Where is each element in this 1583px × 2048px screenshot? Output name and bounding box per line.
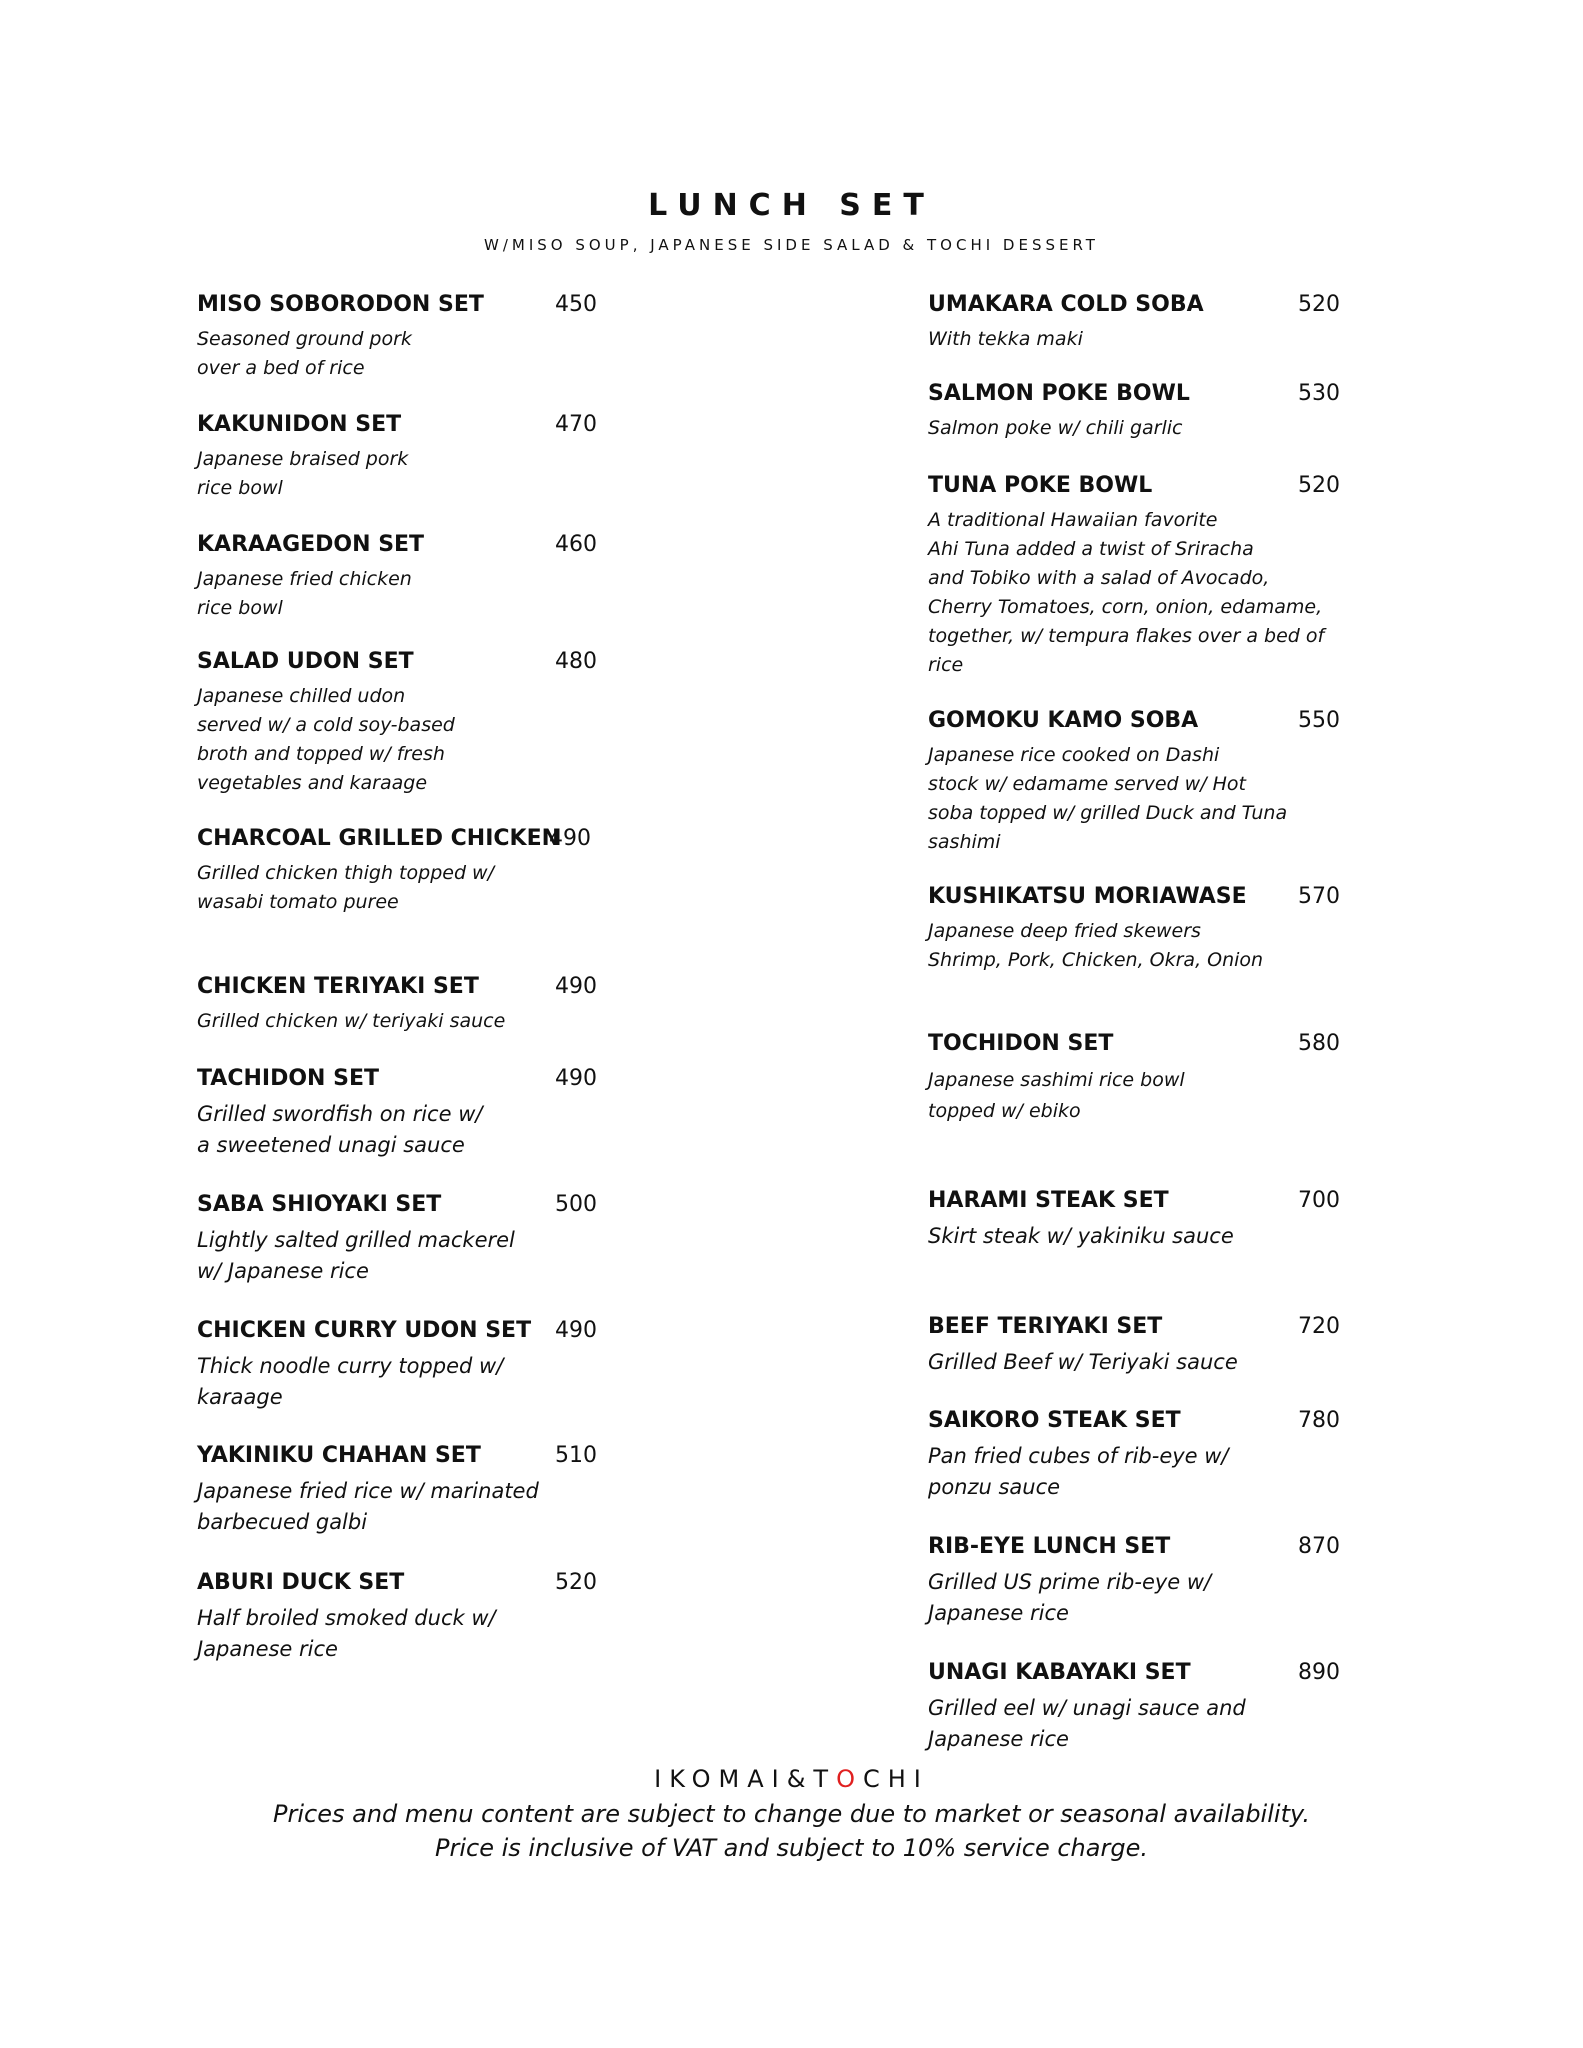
item-price: 520: [1298, 292, 1340, 317]
item-name: SALAD UDON SET: [197, 649, 414, 674]
item-price: 530: [1298, 381, 1340, 406]
item-price: 520: [555, 1570, 597, 1595]
item-price: 700: [1298, 1188, 1340, 1213]
brand-part: IKOMAI&T: [654, 1765, 837, 1793]
description-line: Japanese rice: [928, 1727, 1069, 1751]
item-name: KAKUNIDON SET: [197, 412, 402, 437]
menu-subtitle: W/MISO SOUP, JAPANESE SIDE SALAD & TOCHI DESSERT: [484, 236, 1099, 254]
item-description: [197, 1476, 539, 1538]
item-description: [197, 1351, 503, 1413]
item-name: TOCHIDON SET: [928, 1031, 1114, 1056]
item-name: UMAKARA COLD SOBA: [928, 292, 1204, 317]
item-name: KUSHIKATSU MORIAWASE: [928, 884, 1247, 909]
description-line: Grilled Beef w/ Teriyaki sauce: [928, 1350, 1238, 1374]
item-price: 890: [1298, 1660, 1340, 1685]
description-line: soba topped w/ grilled Duck and Tuna: [928, 802, 1288, 824]
item-description: [928, 1441, 1229, 1503]
description-line: Pan fried cubes of rib-eye w/: [928, 1444, 1229, 1468]
description-line: vegetables and karaage: [197, 772, 428, 794]
item-price: 490: [549, 826, 591, 851]
description-line: Ahi Tuna added a twist of Sriracha: [928, 538, 1254, 560]
description-line: ponzu sauce: [928, 1475, 1061, 1499]
item-name: CHICKEN TERIYAKI SET: [197, 974, 479, 999]
item-price: 510: [555, 1443, 597, 1468]
description-line: Japanese fried chicken: [197, 568, 412, 590]
item-price: 520: [1298, 473, 1340, 498]
description-line: Grilled US prime rib-eye w/: [928, 1570, 1212, 1594]
description-line: Grilled swordfish on rice w/: [197, 1102, 483, 1126]
item-description: [928, 917, 1263, 975]
item-name: ABURI DUCK SET: [197, 1570, 405, 1595]
brand-accent-letter: O: [836, 1765, 863, 1793]
item-description: [197, 1007, 505, 1036]
item-name: SALMON POKE BOWL: [928, 381, 1190, 406]
item-price: 870: [1298, 1534, 1340, 1559]
item-name: SAIKORO STEAK SET: [928, 1408, 1181, 1433]
description-line: barbecued galbi: [197, 1510, 368, 1534]
item-price: 460: [555, 532, 597, 557]
description-line: together, w/ tempura flakes over a bed of: [928, 625, 1325, 647]
description-line: over a bed of rice: [197, 357, 365, 379]
item-description: [197, 565, 412, 623]
description-line: wasabi tomato puree: [197, 891, 399, 913]
description-line: A traditional Hawaiian favorite: [928, 509, 1218, 531]
description-line: Salmon poke w/ chili garlic: [928, 417, 1183, 439]
item-description: [197, 445, 408, 503]
item-name: CHICKEN CURRY UDON SET: [197, 1318, 532, 1343]
description-line: Grilled chicken thigh topped w/: [197, 862, 494, 884]
description-line: rice bowl: [197, 477, 283, 499]
item-description: [197, 682, 455, 798]
description-line: stock w/ edamame served w/ Hot: [928, 773, 1246, 795]
item-name: SABA SHIOYAKI SET: [197, 1192, 442, 1217]
item-description: [928, 414, 1182, 443]
item-name: CHARCOAL GRILLED CHICKEN: [197, 826, 561, 851]
description-line: w/ Japanese rice: [197, 1259, 369, 1283]
description-line: broth and topped w/ fresh: [197, 743, 445, 765]
description-line: served w/ a cold soy-based: [197, 714, 455, 736]
item-price: 720: [1298, 1314, 1340, 1339]
item-description: [928, 1693, 1246, 1755]
item-description: [197, 1099, 482, 1161]
description-line: Japanese braised pork: [197, 448, 409, 470]
item-name: YAKINIKU CHAHAN SET: [197, 1443, 481, 1468]
description-line: Lightly salted grilled mackerel: [197, 1228, 515, 1252]
item-price: 490: [555, 1318, 597, 1343]
description-line: Grilled eel w/ unagi sauce and: [928, 1696, 1246, 1720]
description-line: Japanese rice cooked on Dashi: [928, 744, 1220, 766]
description-line: Grilled chicken w/ teriyaki sauce: [197, 1010, 506, 1032]
description-line: rice: [928, 654, 964, 676]
item-name: HARAMI STEAK SET: [928, 1188, 1169, 1213]
description-line: Seasoned ground pork: [197, 328, 412, 350]
item-description: [197, 1225, 515, 1287]
description-line: Japanese sashimi rice bowl: [928, 1069, 1185, 1091]
description-line: karaage: [197, 1385, 283, 1409]
description-line: a sweetened unagi sauce: [197, 1133, 465, 1157]
item-name: MISO SOBORODON SET: [197, 292, 484, 317]
item-description: [197, 859, 494, 917]
description-line: Skirt steak w/ yakiniku sauce: [928, 1224, 1234, 1248]
item-name: KARAAGEDON SET: [197, 532, 425, 557]
description-line: sashimi: [928, 831, 1001, 853]
item-price: 580: [1298, 1031, 1340, 1056]
description-line: Thick noodle curry topped w/: [197, 1354, 504, 1378]
item-price: 480: [555, 649, 597, 674]
item-name: TUNA POKE BOWL: [928, 473, 1153, 498]
description-line: Japanese chilled udon: [197, 685, 406, 707]
disclaimer-text: Prices and menu content are subject to change due to market or seasonal availability.: [273, 1800, 1310, 1828]
description-line: rice bowl: [197, 597, 283, 619]
item-price: 780: [1298, 1408, 1340, 1433]
item-name: RIB-EYE LUNCH SET: [928, 1534, 1171, 1559]
brand-name: [0, 1765, 1583, 1793]
description-line: Japanese rice: [197, 1637, 338, 1661]
description-line: With tekka maki: [928, 328, 1083, 350]
item-description: [928, 1567, 1211, 1629]
item-price: 470: [555, 412, 597, 437]
description-line: topped w/ ebiko: [928, 1100, 1081, 1122]
item-description: [928, 741, 1287, 857]
description-line: Japanese fried rice w/ marinated: [197, 1479, 539, 1503]
description-line: and Tobiko with a salad of Avocado,: [928, 567, 1270, 589]
description-line: Half broiled smoked duck w/: [197, 1606, 496, 1630]
item-price: 500: [555, 1192, 597, 1217]
item-price: 490: [555, 1066, 597, 1091]
item-price: 570: [1298, 884, 1340, 909]
item-price: 450: [555, 292, 597, 317]
brand-part: CHI: [862, 1765, 929, 1793]
item-description: [197, 1603, 496, 1665]
item-name: GOMOKU KAMO SOBA: [928, 708, 1199, 733]
menu-title: LUNCH SET: [648, 188, 935, 223]
item-price: 490: [555, 974, 597, 999]
item-description: [928, 506, 1324, 680]
description-line: Japanese deep fried skewers: [928, 920, 1201, 942]
item-description: [928, 325, 1083, 354]
item-description: [197, 325, 412, 383]
item-description: [928, 1065, 1185, 1127]
item-name: BEEF TERIYAKI SET: [928, 1314, 1163, 1339]
item-price: 550: [1298, 708, 1340, 733]
item-description: [928, 1347, 1238, 1378]
item-name: TACHIDON SET: [197, 1066, 379, 1091]
item-description: [928, 1221, 1234, 1252]
item-name: UNAGI KABAYAKI SET: [928, 1660, 1191, 1685]
disclaimer-text: Price is inclusive of VAT and subject to 10% service charge.: [435, 1834, 1148, 1862]
description-line: Shrimp, Pork, Chicken, Okra, Onion: [928, 949, 1264, 971]
description-line: Japanese rice: [928, 1601, 1069, 1625]
description-line: Cherry Tomatoes, corn, onion, edamame,: [928, 596, 1323, 618]
